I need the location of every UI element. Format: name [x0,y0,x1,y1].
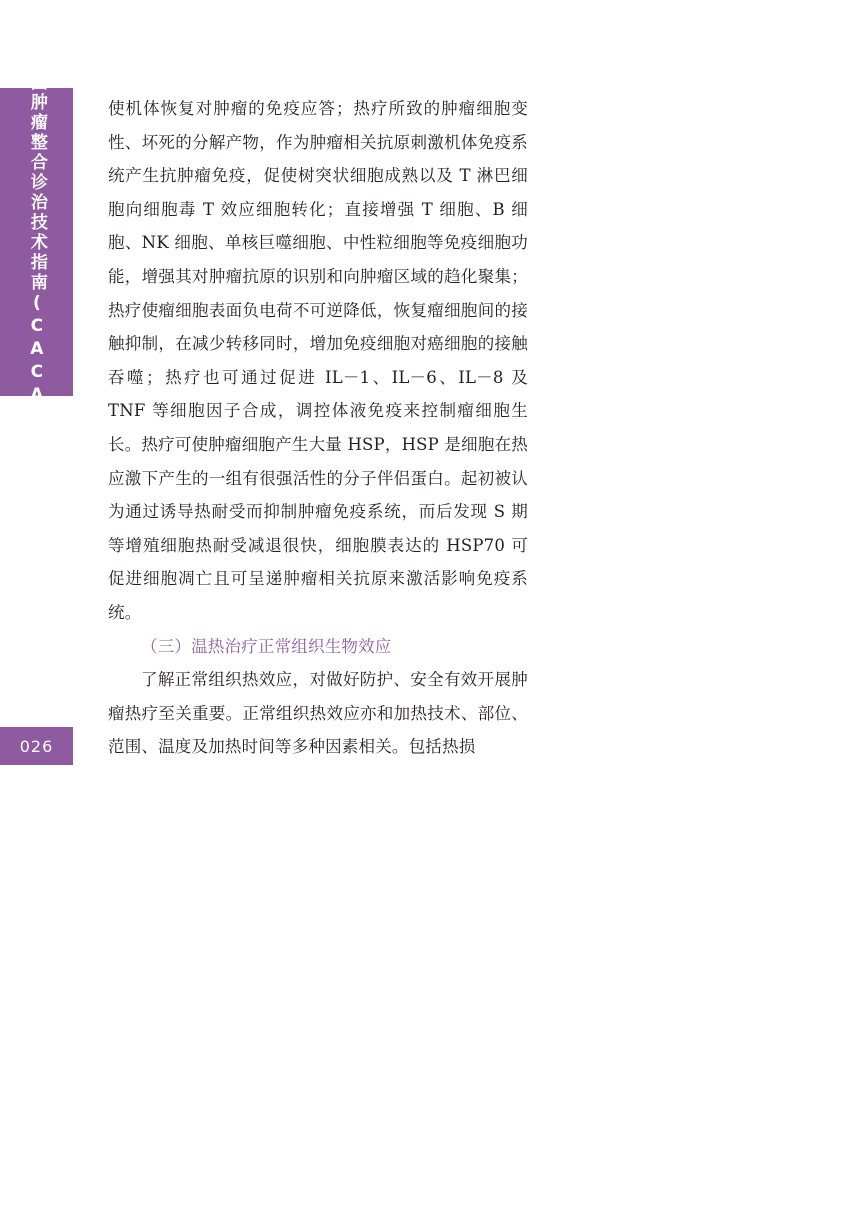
text-column [108,92,528,764]
section-heading: （三）温热治疗正常组织生物效应 [141,636,392,656]
body-paragraph: 使机体恢复对肿瘤的免疫应答；热疗所致的肿瘤细胞变性、坏死的分解产物，作为肿瘤相关抗原刺激机体免疫系统产生抗肿瘤免疫，促使树突状细胞成熟以及 T 淋巴细胞向细胞毒 T 效应细胞转化；直接增强 T 细胞、B 细胞、NK 细胞、单核巨噬细胞、中性粒细胞等免疫细胞功能，增强其对肿瘤抗原的识别和向肿瘤区域的趋化聚集；热疗使瘤细胞表面负电荷不可逆降低，恢复瘤细胞间的接触抑制，在减少转移同时，增加免疫细胞对癌细胞的接触吞噬；热疗也可通过促进 IL－1、IL－6、IL－8 及 TNF 等细胞因子合成，调控体液免疫来控制瘤细胞生长。热疗可使肿瘤细胞产生大量 HSP，HSP 是细胞在热应激下产生的一组有很强活性的分子伴侣蛋白。起初被认为通过诱导热耐受而抑制肿瘤免疫系统，而后发现 S 期等增殖细胞热耐受减退很快，细胞膜表达的 HSP70 可促进细胞凋亡且可呈递肿瘤相关抗原来激活影响免疫系统。 [108,99,528,622]
page-number: 026 [19,736,54,756]
running-title-text: 中国肿瘤整合诊治技术指南(CACA) [26,53,47,431]
running-title-tab [0,53,73,431]
page-number-block [0,727,73,765]
body-paragraph: 了解正常组织热效应，对做好防护、安全有效开展肿瘤热疗至关重要。正常组织热效应亦和加热技术、部位、范围、温度及加热时间等多种因素相关。包括热损 [108,670,528,757]
